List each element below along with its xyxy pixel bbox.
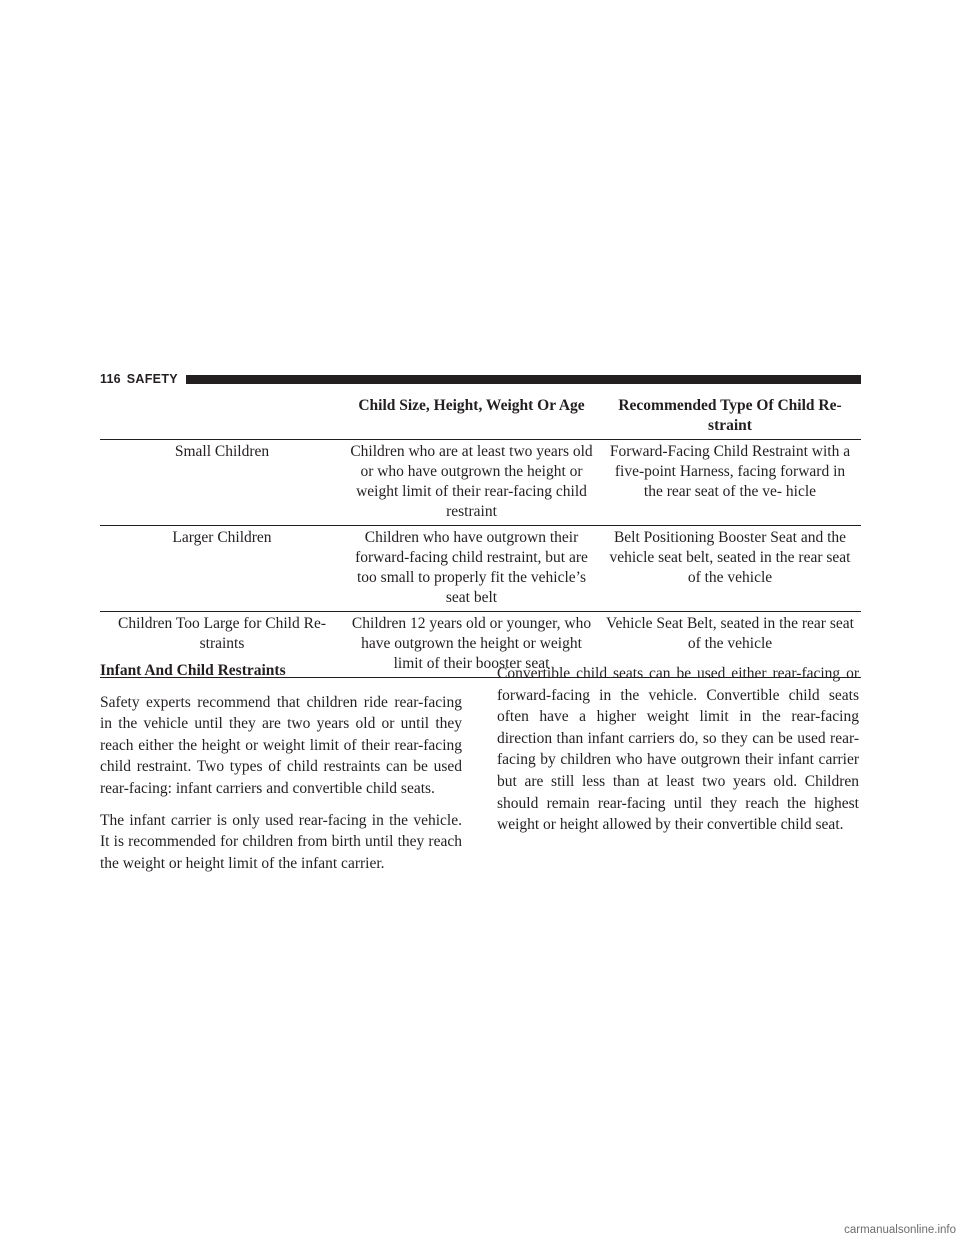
table-header-row [100,394,861,440]
table-header-cell: Child Size, Height, Weight Or Age [344,394,599,440]
watermark: carmanualsonline.info [844,1224,956,1236]
table-cell: Children 12 years old or younger, who have outgrown the height or weight limit of their booster seat [344,612,599,678]
table-cell: Small Children [100,440,344,526]
table-cell: Belt Positioning Booster Seat and the vehicle seat belt, seated in the rear seat of the vehicle [599,526,861,612]
table-row [100,526,861,612]
section-heading: Infant And Child Restraints [100,662,286,679]
page-header [100,371,861,387]
paragraph: Safety experts recommend that children ride rear-facing in the vehicle until they are two years old or until they reach either the height or weight limit of their rear-facing child restraint. Two types of child restraints can be used rear-facing: infant carriers and convertible child seats. [100,693,462,797]
table-cell: Children who have outgrown their forward-facing child restraint, but are too small to properly fit the vehicle’s seat belt [344,526,599,612]
child-restraint-table [100,394,861,678]
table-cell: Children who are at least two years old or who have outgrown the height or weight limit of their rear-facing child restraint [344,440,599,526]
table-cell: Larger Children [100,526,344,612]
left-text-column [100,660,462,884]
page-number: 116 [100,372,121,386]
table-cell: Vehicle Seat Belt, seated in the rear seat of the vehicle [599,612,861,678]
section-name: SAFETY [126,372,178,386]
table-header-cell [100,394,344,440]
table-cell: Children Too Large for Child Re- straints [100,612,344,678]
right-text-column [497,660,859,846]
table-row [100,440,861,526]
table-header-cell: Recommended Type Of Child Re- straint [599,394,861,440]
header-rule [186,375,861,384]
paragraph: The infant carrier is only used rear-facing in the vehicle. It is recommended for children from birth until they reach the weight or height limit of the infant carrier. [100,811,462,872]
paragraph: Convertible child seats can be used either rear-facing or forward-facing in the vehicle. Convertible child seats often have a higher weight limit in the rear-facing direction than infant carriers do, so they can be used rear-facing by children who have outgrown their infant carrier but are still less than at least two years old. Children should remain rear-facing until they reach the highest weight or height allowed by their convertible child seat. [497,665,859,834]
table-cell: Forward-Facing Child Restraint with a five-point Harness, facing forward in the rear seat of the ve- hicle [599,440,861,526]
